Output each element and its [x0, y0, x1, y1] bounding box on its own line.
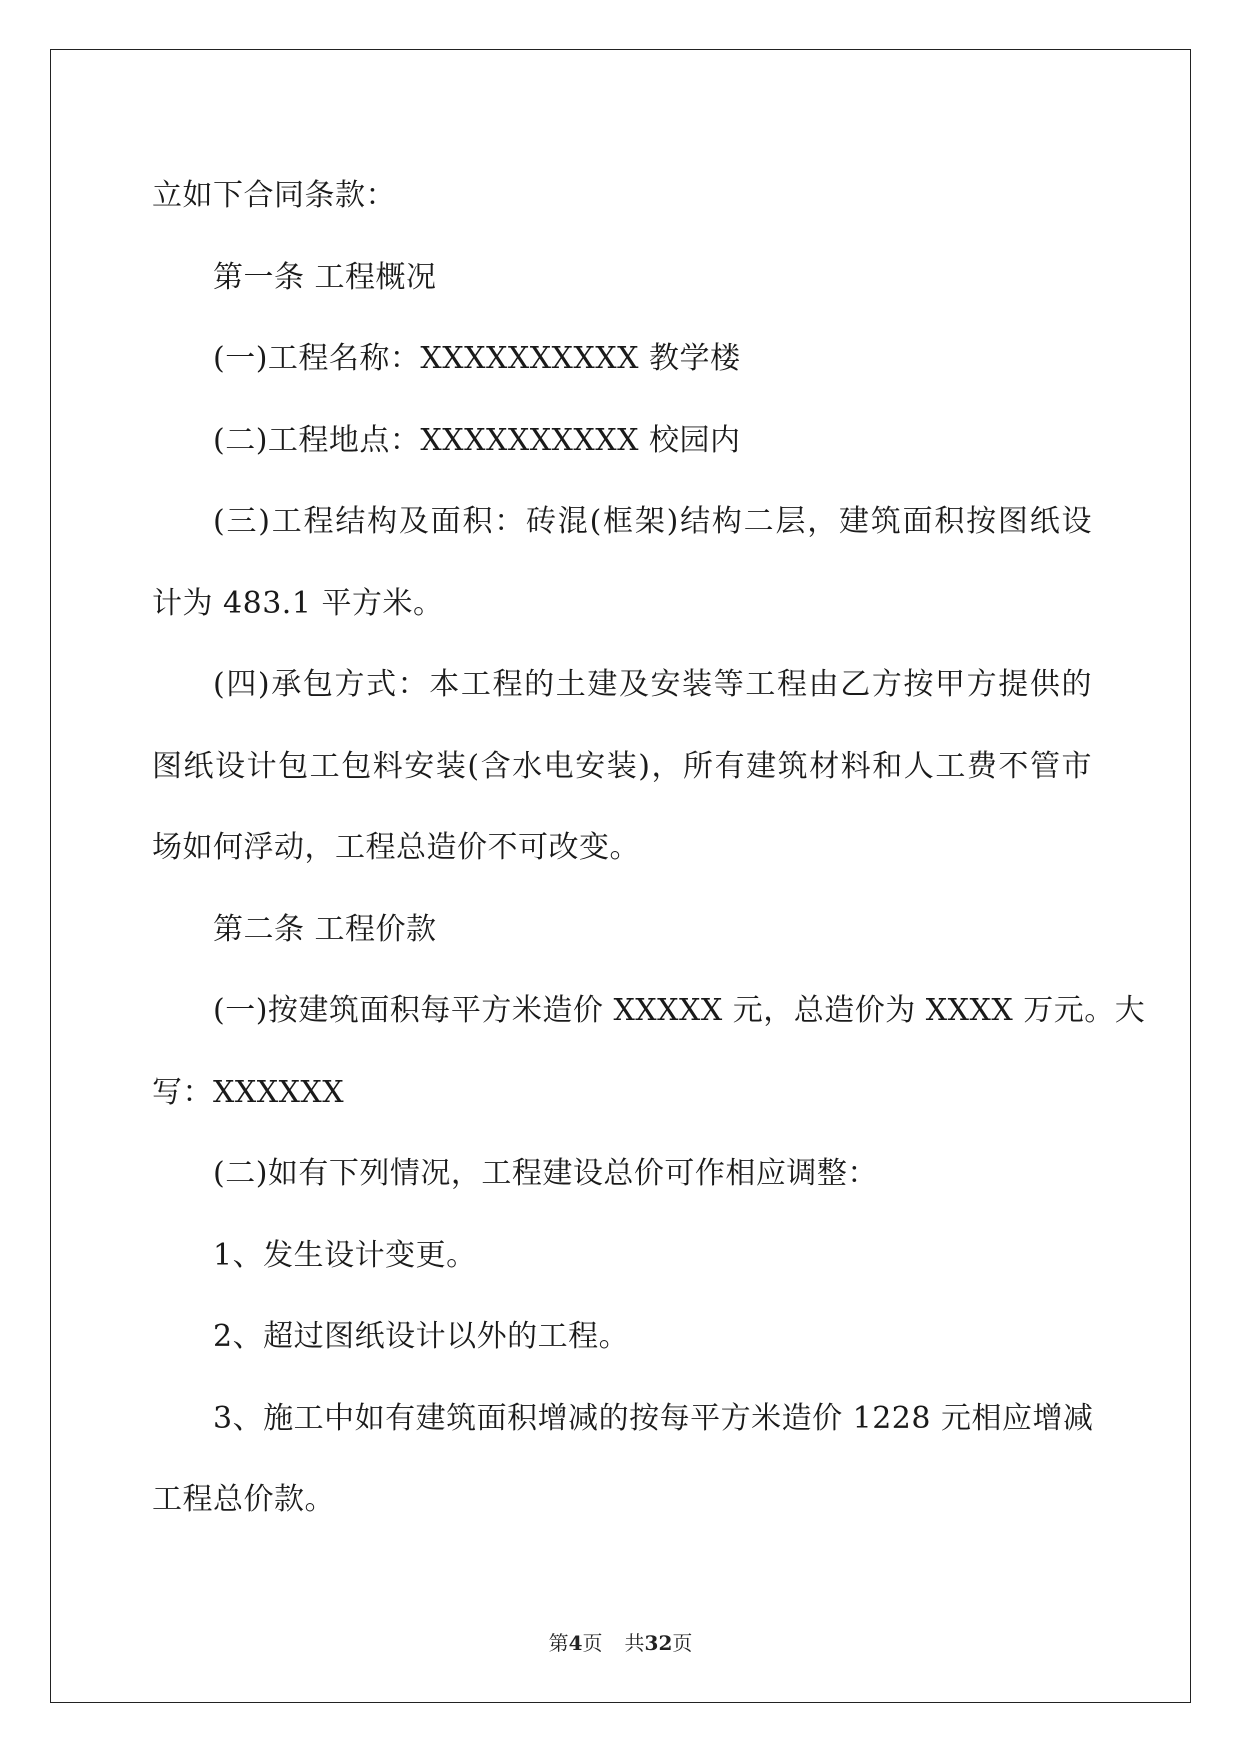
list-item: 2、超过图纸设计以外的工程。 [213, 1319, 630, 1354]
total-pages: 32 [644, 1631, 673, 1655]
paragraph-line: (四)承包方式：本工程的土建及安装等工程由乙方按甲方提供的 [213, 667, 1092, 702]
paragraph-line: 立如下合同条款： [152, 178, 396, 213]
list-item: 1、发生设计变更。 [213, 1237, 477, 1273]
article-heading: 第一条 工程概况 [213, 259, 437, 295]
paragraph-line: (二)如有下列情况，工程建设总价可作相应调整： [213, 1156, 878, 1191]
paragraph-line: 计为 483.1 平方米。 [152, 585, 444, 621]
paragraph-line: (一)按建筑面积每平方米造价 XXXXX 元，总造价为 XXXX 万元。大 [213, 993, 1146, 1028]
page-suffix: 页 [582, 1631, 603, 1655]
document-body [152, 155, 1146, 1541]
paragraph-line: 工程总价款。 [152, 1482, 335, 1517]
paragraph-line: 场如何浮动，工程总造价不可改变。 [152, 830, 640, 865]
page-prefix: 第 [548, 1631, 569, 1655]
total-prefix: 共 [624, 1631, 645, 1655]
paragraph-line: (二)工程地点：XXXXXXXXXX 校园内 [213, 422, 741, 458]
paragraph-line: 图纸设计包工包料安装(含水电安装)，所有建筑材料和人工费不管市 [152, 748, 1092, 784]
page-footer [0, 1631, 1241, 1655]
list-item: 3、施工中如有建筑面积增减的按每平方米造价 1228 元相应增减 [213, 1400, 1094, 1436]
paragraph-line: (一)工程名称：XXXXXXXXXX 教学楼 [213, 341, 741, 376]
article-heading: 第二条 工程价款 [213, 911, 437, 947]
paragraph-line: 写：XXXXXX [152, 1074, 345, 1110]
page-number: 4 [568, 1631, 583, 1655]
paragraph-line: (三)工程结构及面积：砖混(框架)结构二层，建筑面积按图纸设 [213, 504, 1092, 539]
total-suffix: 页 [672, 1631, 693, 1655]
